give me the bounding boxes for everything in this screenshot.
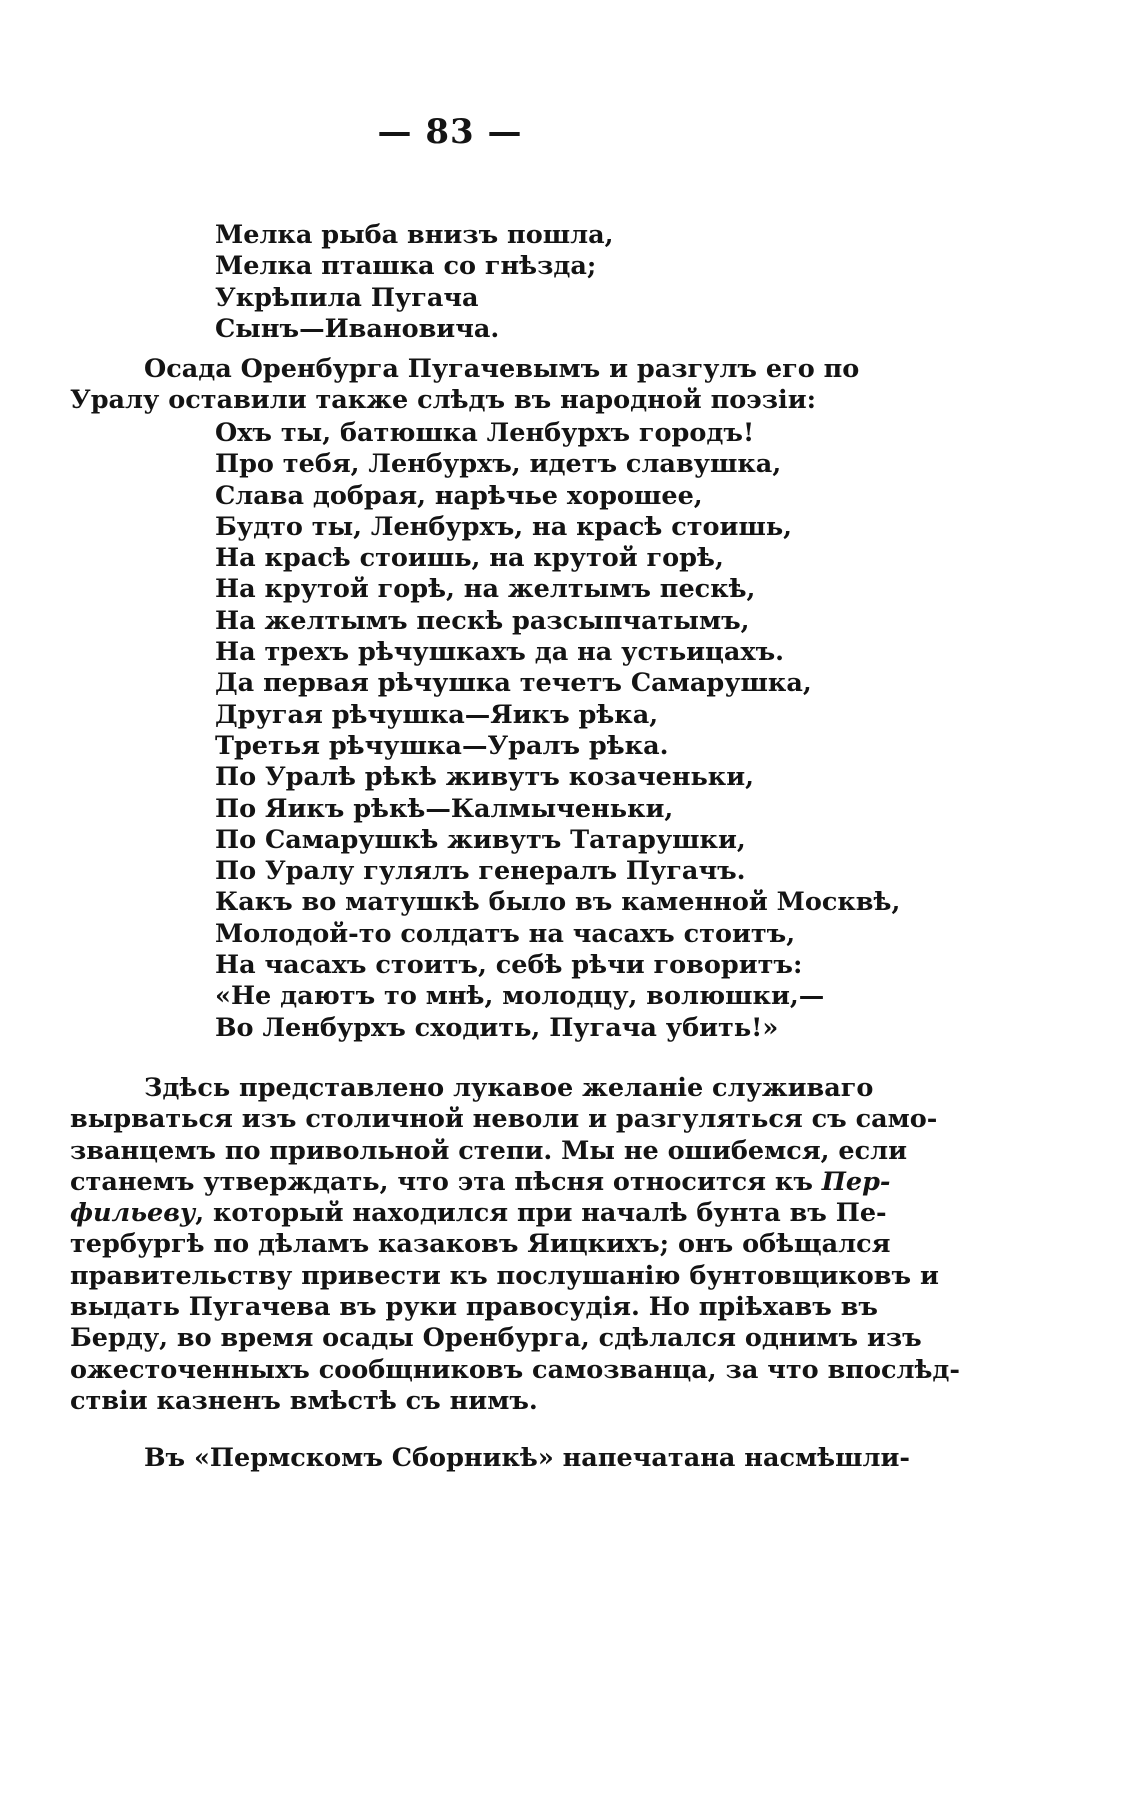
poem-line: Про тебя, Ленбурхъ, идетъ славушка,: [215, 449, 782, 480]
poem-line: Будто ты, Ленбурхъ, на красѣ стоишь,: [215, 511, 793, 542]
text-line: Въ «Пермскомъ Сборникѣ» напечатана насмѣшли-: [144, 1443, 910, 1473]
poem-line: По Яикъ рѣкѣ—Калмыченьки,: [215, 793, 674, 824]
paragraph-2: [70, 1073, 960, 1417]
poem-line: Охъ ты, батюшка Ленбурхъ городъ!: [215, 418, 755, 448]
poem-line: Слава добрая, нарѣчье хорошее,: [215, 480, 703, 511]
poem-line: Сынъ—Ивановича.: [215, 313, 500, 344]
text-line: ствіи казненъ вмѣстѣ съ нимъ.: [70, 1385, 538, 1416]
poem-line: Во Ленбурхъ сходить, Пугача убить!»: [215, 1012, 779, 1043]
text-line: ожесточенныхъ сообщниковъ самозванца, за что впослѣд-: [70, 1354, 960, 1385]
poem-line: Мелка пташка со гнѣзда;: [215, 251, 597, 282]
poem-line: «Не даютъ то мнѣ, молодцу, волюшки,—: [215, 981, 825, 1012]
text-line: [70, 1166, 891, 1198]
emphasized-name: фильеву: [70, 1198, 196, 1229]
paragraph-3: [70, 1443, 910, 1474]
text-segment: , который находился при началѣ бунта въ Пе-: [195, 1198, 887, 1229]
text-line: тербургѣ по дѣламъ казаковъ Яицкихъ; онъ обѣщался: [70, 1229, 891, 1260]
poem-line: Другая рѣчушка—Яикъ рѣка,: [215, 699, 659, 730]
poem-line: На трехъ рѣчушкахъ да на устьицахъ.: [215, 637, 785, 668]
poem-line: Какъ во матушкѣ было въ каменной Москвѣ,: [215, 887, 901, 918]
text-line: Берду, во время осады Оренбурга, сдѣлался однимъ изъ: [70, 1323, 922, 1354]
poem-stanza-1: [215, 220, 614, 345]
poem-line: На желтымъ пескѣ разсыпчатымъ,: [215, 605, 750, 636]
text-line: [70, 1198, 887, 1229]
paragraph-1: [70, 354, 858, 417]
poem-line: Мелка рыба внизъ пошла,: [215, 220, 614, 250]
emphasized-name: Пер-: [821, 1166, 891, 1197]
page-number: — 83 —: [377, 112, 523, 152]
poem-line: На крутой горѣ, на желтымъ пескѣ,: [215, 574, 756, 605]
poem-line: По Уралу гулялъ генералъ Пугачъ.: [215, 856, 746, 887]
text-line: выдать Пугачева въ руки правосудія. Но пріѣхавъ въ: [70, 1292, 878, 1323]
poem-line: По Самарушкѣ живутъ Татарушки,: [215, 824, 746, 855]
poem-line: По Уралѣ рѣкѣ живутъ козаченьки,: [215, 762, 755, 793]
poem-line: Да первая рѣчушка течетъ Самарушка,: [215, 668, 812, 699]
text-line: званцемъ по привольной степи. Мы не ошибемся, если: [70, 1135, 908, 1166]
text-line: Здѣсь представлено лукавое желаніе служиваго: [144, 1073, 874, 1103]
text-line: Осада Оренбурга Пугачевымъ и разгулъ его по: [144, 354, 860, 384]
poem-line: Молодой-то солдатъ на часахъ стоитъ,: [215, 918, 796, 949]
poem-line: На красѣ стоишь, на крутой горѣ,: [215, 543, 724, 574]
text-line: вырваться изъ столичной неволи и разгуляться съ само-: [70, 1104, 938, 1135]
poem-stanza-2: [215, 418, 900, 1044]
text-line: Уралу оставили также слѣдъ въ народной поэзіи:: [70, 385, 817, 416]
text-segment: станемъ утверждать, что эта пѣсня относится къ: [70, 1166, 822, 1197]
poem-line: Третья рѣчушка—Уралъ рѣка.: [215, 730, 669, 761]
text-line: правительству привести къ послушанію бунтовщиковъ и: [70, 1260, 939, 1291]
poem-line: Укрѣпила Пугача: [215, 282, 479, 313]
poem-line: На часахъ стоитъ, себѣ рѣчи говоритъ:: [215, 950, 803, 981]
